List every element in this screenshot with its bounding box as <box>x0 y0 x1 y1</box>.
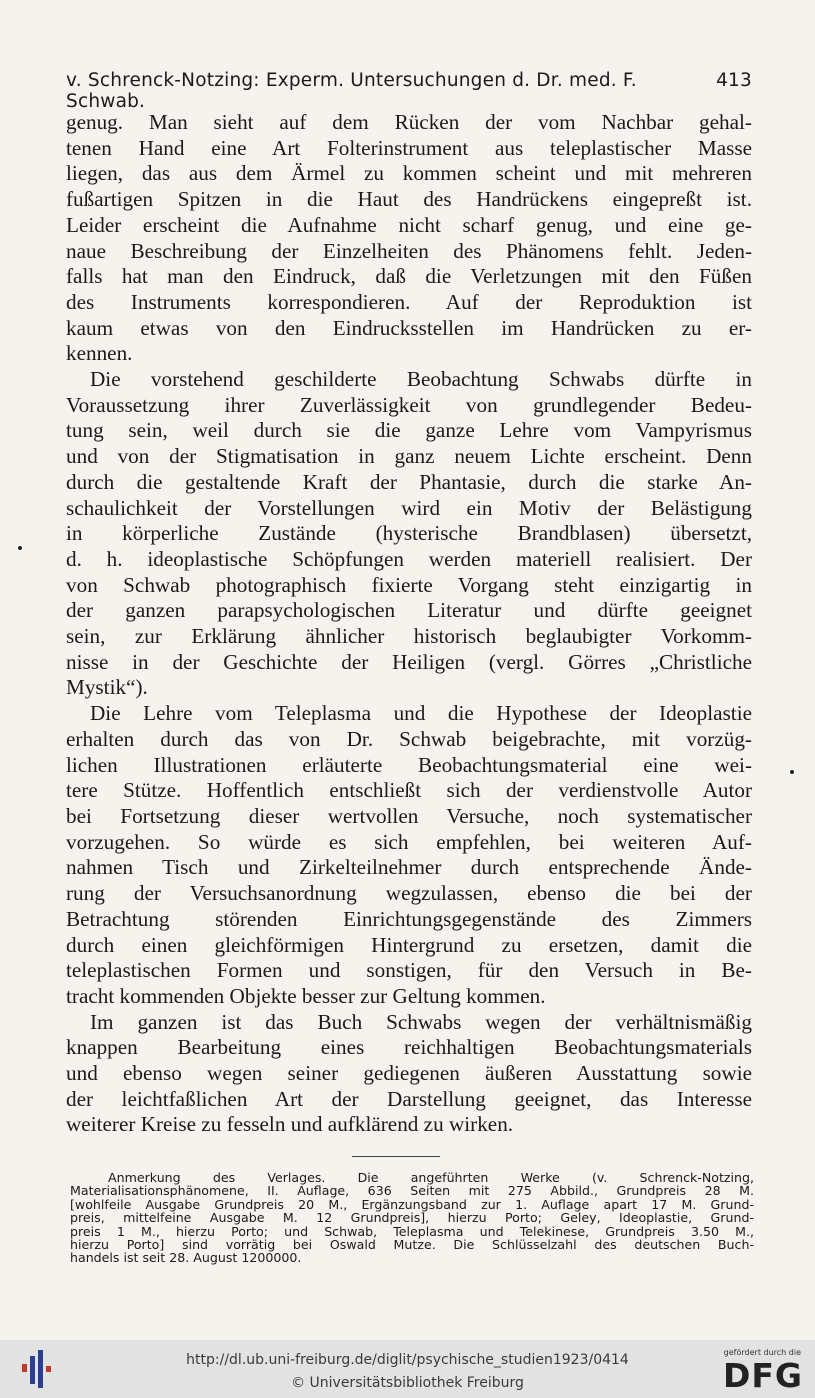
text-line: teleplastischen Formen und sonstigen, für den Versuch in Be- <box>66 958 752 983</box>
body-text <box>66 110 752 1138</box>
text-line: falls hat man den Eindruck, daß die Verletzungen mit den Füßen <box>66 264 752 289</box>
text-line: in körperliche Zustände (hysterische Brandblasen) übersetzt, <box>66 521 752 546</box>
page-number: 413 <box>716 70 752 91</box>
text-line: Mystik“). <box>66 675 148 700</box>
text-line: der leichtfaßlichen Art der Darstellung geeignet, das Interesse <box>66 1086 752 1111</box>
paragraph <box>66 367 752 701</box>
note-line: handels ist seit 28. August 1200000. <box>70 1250 302 1266</box>
text-line: knappen Bearbeitung eines reichhaltigen Beobachtungsmaterials <box>66 1035 752 1060</box>
text-line: kennen. <box>66 341 133 366</box>
text-line: weiterer Kreise zu fesseln und aufklärend zu wirken. <box>66 1112 514 1137</box>
paragraph <box>66 1010 752 1139</box>
text-line: tracht kommenden Objekte besser zur Geltung kommen. <box>66 983 546 1008</box>
text-line: tenen Hand eine Art Folterinstrument aus teleplastischer Masse <box>66 135 752 160</box>
scan-speck <box>18 546 22 550</box>
note-line: preis, mittelfeine Ausgabe M. 12 Grundpreis], hierzu Porto; Geley, Ideoplastie, Grund- <box>70 1210 754 1226</box>
text-line: und ebenso wegen seiner gediegenen äußeren Ausstattung sowie <box>66 1061 752 1086</box>
text-line: nisse in der Geschichte der Heiligen (vergl. Görres „Christliche <box>66 649 752 674</box>
text-line: tung sein, weil durch sie die ganze Lehre vom Vampyrismus <box>66 418 752 443</box>
text-line: vorzugehen. So würde es sich empfehlen, bei weiteren Auf- <box>66 829 752 854</box>
text-line: d. h. ideoplastische Schöpfungen werden materiell realisiert. Der <box>66 546 752 571</box>
text-line: erhalten durch das von Dr. Schwab beigebrachte, mit vorzüg- <box>66 726 752 751</box>
text-line: rung der Versuchsanordnung wegzulassen, ebenso die bei der <box>66 881 752 906</box>
sponsor-text: gefördert durch die <box>723 1348 801 1357</box>
text-line: der ganzen parapsychologischen Literatur und dürfte geeignet <box>66 598 752 623</box>
footer-bar <box>0 1340 815 1398</box>
note-line: Materialisationsphänomene, II. Auflage, 636 Seiten mit 275 Abbild., Grundpreis 28 M. <box>70 1183 754 1199</box>
text-line: von Schwab photographisch fixierte Vorgang steht einzigartig in <box>66 572 752 597</box>
paragraph <box>66 701 752 1009</box>
text-line: Voraussetzung ihrer Zuverlässigkeit von grundlegender Bedeu- <box>66 392 752 417</box>
text-line: durch einen gleichförmigen Hintergrund zu ersetzen, damit die <box>66 932 752 957</box>
footnote-divider <box>352 1156 440 1157</box>
scan-speck <box>790 770 794 774</box>
text-line: tere Stütze. Hoffentlich entschließt sich der verdienstvolle Autor <box>66 778 752 803</box>
running-title: v. Schrenck-Notzing: Experm. Untersuchungen d. Dr. med. F. Schwab. <box>66 70 637 112</box>
text-line: schaulichkeit der Vorstellungen wird ein Motiv der Belästigung <box>66 495 752 520</box>
text-line: sein, zur Erklärung ähnlicher historisch beglaubigter Vorkomm- <box>66 624 752 649</box>
dfg-logo: DFG <box>722 1356 803 1395</box>
text-line: fußartigen Spitzen in die Haut des Handrückens eingepreßt ist. <box>66 187 752 212</box>
running-header <box>66 70 752 112</box>
text-line: des Instruments korrespondieren. Auf der Reproduktion ist <box>66 289 752 314</box>
note-line: preis 1 M., hierzu Porto; und Schwab, Teleplasma und Telekinese, Grundpreis 3.50 M., <box>70 1223 754 1239</box>
text-line: nahmen Tisch und Zirkelteilnehmer durch entsprechende Ände- <box>66 855 752 880</box>
text-line: kaum etwas von den Eindrucksstellen im Handrücken zu er- <box>66 315 752 340</box>
copyright-text: © Universitätsbibliothek Freiburg <box>291 1375 524 1391</box>
text-line: lichen Illustrationen erläuterte Beobachtungsmaterial eine wei- <box>66 752 752 777</box>
text-line: Im ganzen ist das Buch Schwabs wegen der verhältnismäßig <box>90 1009 752 1034</box>
permalink-url[interactable]: http://dl.ub.uni-freiburg.de/diglit/psychische_studien1923/0414 <box>186 1352 629 1368</box>
text-line: durch die gestaltende Kraft der Phantasie, durch die starke An- <box>66 469 752 494</box>
paragraph <box>66 110 752 367</box>
text-line: und von der Stigmatisation in ganz neuem Lichte erscheint. Denn <box>66 444 752 469</box>
text-line: Die vorstehend geschilderte Beobachtung Schwabs dürfte in <box>90 367 752 392</box>
text-line: bei Fortsetzung dieser wertvollen Versuche, noch systematischer <box>66 803 752 828</box>
text-line: naue Beschreibung der Einzelheiten des Phänomens fehlt. Jeden- <box>66 238 752 263</box>
text-line: genug. Man sieht auf dem Rücken der vom Nachbar gehal- <box>66 110 752 134</box>
text-line: liegen, das aus dem Ärmel zu kommen scheint und mit mehreren <box>66 161 752 186</box>
text-line: Betrachtung störenden Einrichtungsgegenstände des Zimmers <box>66 906 752 931</box>
text-line: Leider erscheint die Aufnahme nicht scharf genug, und eine ge- <box>66 212 752 237</box>
note-line: [wohlfeile Ausgabe Grundpreis 20 M., Ergänzungsband zur 1. Auflage apart 17 M. Grund- <box>70 1196 754 1212</box>
text-line: Die Lehre vom Teleplasma und die Hypothese der Ideoplastie <box>90 701 752 726</box>
note-line: hierzu Porto] sind vorrätig bei Oswald Mutze. Die Schlüsselzahl des deutschen Buch- <box>70 1237 754 1253</box>
note-line: Anmerkung des Verlages. Die angeführten Werke (v. Schrenck-Notzing, <box>108 1170 754 1185</box>
publisher-note <box>70 1171 754 1265</box>
